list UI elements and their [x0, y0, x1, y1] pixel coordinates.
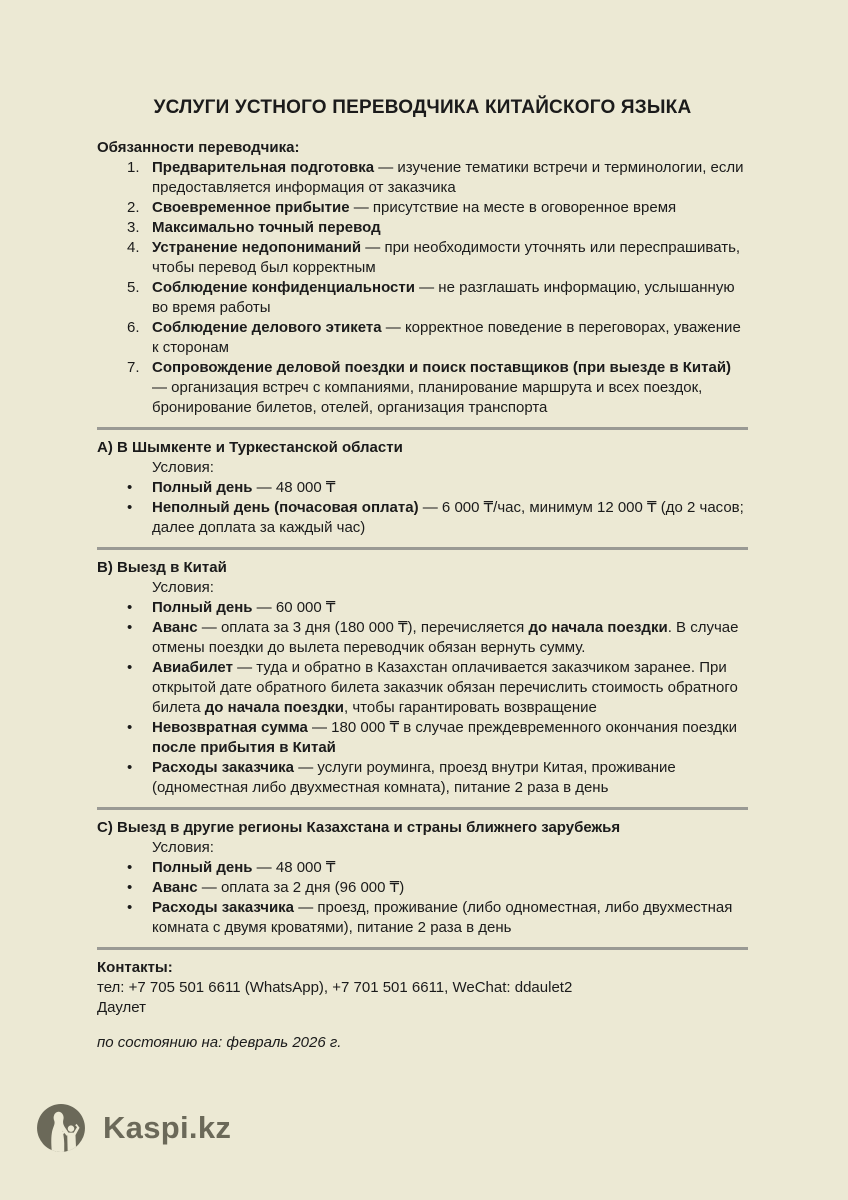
section-a-heading: A) В Шымкенте и Туркестанской области: [97, 439, 403, 456]
bullet: •: [127, 879, 133, 896]
section-divider: [97, 547, 748, 550]
contacts-name: Даулет: [97, 999, 146, 1016]
section-a: [97, 438, 748, 538]
section-c-heading: C) Выезд в другие регионы Казахстана и страны ближнего зарубежья: [97, 819, 621, 836]
kaspi-figures-icon: [36, 1103, 86, 1153]
price-item-text: Расходы заказчика — услуги роуминга, проезд внутри Китая, проживание (одноместная либо двухместная комната), питание 2 раза в день: [152, 759, 676, 796]
duties-heading: Обязанности переводчика:: [97, 139, 300, 156]
duty-item-text: Предварительная подготовка — изучение тематики встречи и терминологии, если предоставляется информация от заказчика: [152, 159, 744, 196]
duty-item: [97, 278, 748, 318]
price-item-text: Аванс — оплата за 2 дня (96 000 ₸): [152, 879, 405, 896]
contacts-heading: Контакты:: [97, 959, 173, 976]
document-body: [97, 96, 748, 1053]
list-number: 1.: [127, 159, 140, 176]
duty-item-text: Устранение недопониманий — при необходимости уточнять или переспрашивать, чтобы перевод был корректным: [152, 239, 741, 276]
duty-item: [97, 318, 748, 358]
price-item-text: Полный день — 48 000 ₸: [152, 859, 336, 876]
bullet: •: [127, 499, 133, 516]
price-item: [97, 498, 748, 538]
page-title: УСЛУГИ УСТНОГО ПЕРЕВОДЧИКА КИТАЙСКОГО ЯЗЫКА: [153, 97, 692, 118]
duty-item-text: Соблюдение делового этикета — корректное поведение в переговорах, уважение к сторонам: [152, 319, 741, 356]
section-c: [97, 818, 748, 938]
conditions-label: Условия:: [152, 579, 214, 596]
bullet: •: [127, 619, 133, 636]
contacts-phone-line: тел: +7 705 501 6611 (WhatsApp), +7 701 501 6611, WeChat: ddaulet2: [97, 979, 573, 996]
price-item: [97, 758, 748, 798]
price-item-text: Аванс — оплата за 3 дня (180 000 ₸), перечисляется до начала поездки. В случае отмены поездки до вылета переводчик обязан вернуть сумму.: [152, 619, 739, 656]
conditions-label: Условия:: [152, 839, 214, 856]
price-item-text: Авиабилет — туда и обратно в Казахстан оплачивается заказчиком заранее. При открытой дате обратного билета заказчик обязан перечислить стоимость обратного билета до начала поездки, чтобы гарантировать возвращение: [152, 659, 738, 716]
section-divider: [97, 807, 748, 810]
price-item: [97, 898, 748, 938]
bullet: •: [127, 719, 133, 736]
duty-item-text: Своевременное прибытие — присутствие на месте в оговоренное время: [152, 199, 677, 216]
list-number: 7.: [127, 359, 140, 376]
conditions-label: Условия:: [152, 459, 214, 476]
duty-item: [97, 218, 748, 238]
duty-item: [97, 198, 748, 218]
list-number: 2.: [127, 199, 140, 216]
date-footnote: по состоянию на: февраль 2026 г.: [97, 1034, 342, 1051]
list-number: 5.: [127, 279, 140, 296]
price-item: [97, 478, 748, 498]
bullet: •: [127, 859, 133, 876]
contacts-block: [97, 958, 748, 1018]
price-item: [97, 718, 748, 758]
section-b-heading: B) Выезд в Китай: [97, 559, 227, 576]
list-number: 3.: [127, 219, 140, 236]
price-item: [97, 658, 748, 718]
kaspi-logo-text: Kaspi.kz: [103, 1110, 232, 1145]
price-item-text: Полный день — 60 000 ₸: [152, 599, 336, 616]
list-number: 6.: [127, 319, 140, 336]
duty-item: [97, 238, 748, 278]
price-item: [97, 598, 748, 618]
section-divider: [97, 947, 748, 950]
bullet: •: [127, 759, 133, 776]
duty-item: [97, 158, 748, 198]
price-item-text: Неполный день (почасовая оплата) — 6 000 ₸/час, минимум 12 000 ₸ (до 2 часов; далее доплата за каждый час): [152, 499, 744, 536]
section-b: [97, 558, 748, 798]
duty-item-text: Максимально точный перевод: [152, 219, 381, 236]
price-item-text: Невозвратная сумма — 180 000 ₸ в случае преждевременного окончания поездки после прибытия в Китай: [152, 719, 737, 756]
price-item: [97, 858, 748, 878]
duty-item-text: Соблюдение конфиденциальности — не разглашать информацию, услышанную во время работы: [152, 279, 735, 316]
duty-item: [97, 358, 748, 418]
bullet: •: [127, 899, 133, 916]
bullet: •: [127, 479, 133, 496]
duty-item-text: Сопровождение деловой поездки и поиск поставщиков (при выезде в Китай) — организация встреч с компаниями, планирование маршрута и всех поездок, бронирование билетов, отелей, организация транспорта: [152, 359, 732, 416]
bullet: •: [127, 599, 133, 616]
bullet: •: [127, 659, 133, 676]
list-number: 4.: [127, 239, 140, 256]
kaspi-logo: [36, 1103, 231, 1153]
price-item-text: Полный день — 48 000 ₸: [152, 479, 336, 496]
price-item-text: Расходы заказчика — проезд, проживание (либо одноместная, либо двухместная комната с двумя кроватями), питание 2 раза в день: [152, 899, 733, 936]
section-divider: [97, 427, 748, 430]
price-item: [97, 618, 748, 658]
price-item: [97, 878, 748, 898]
duties-list: [97, 158, 748, 418]
